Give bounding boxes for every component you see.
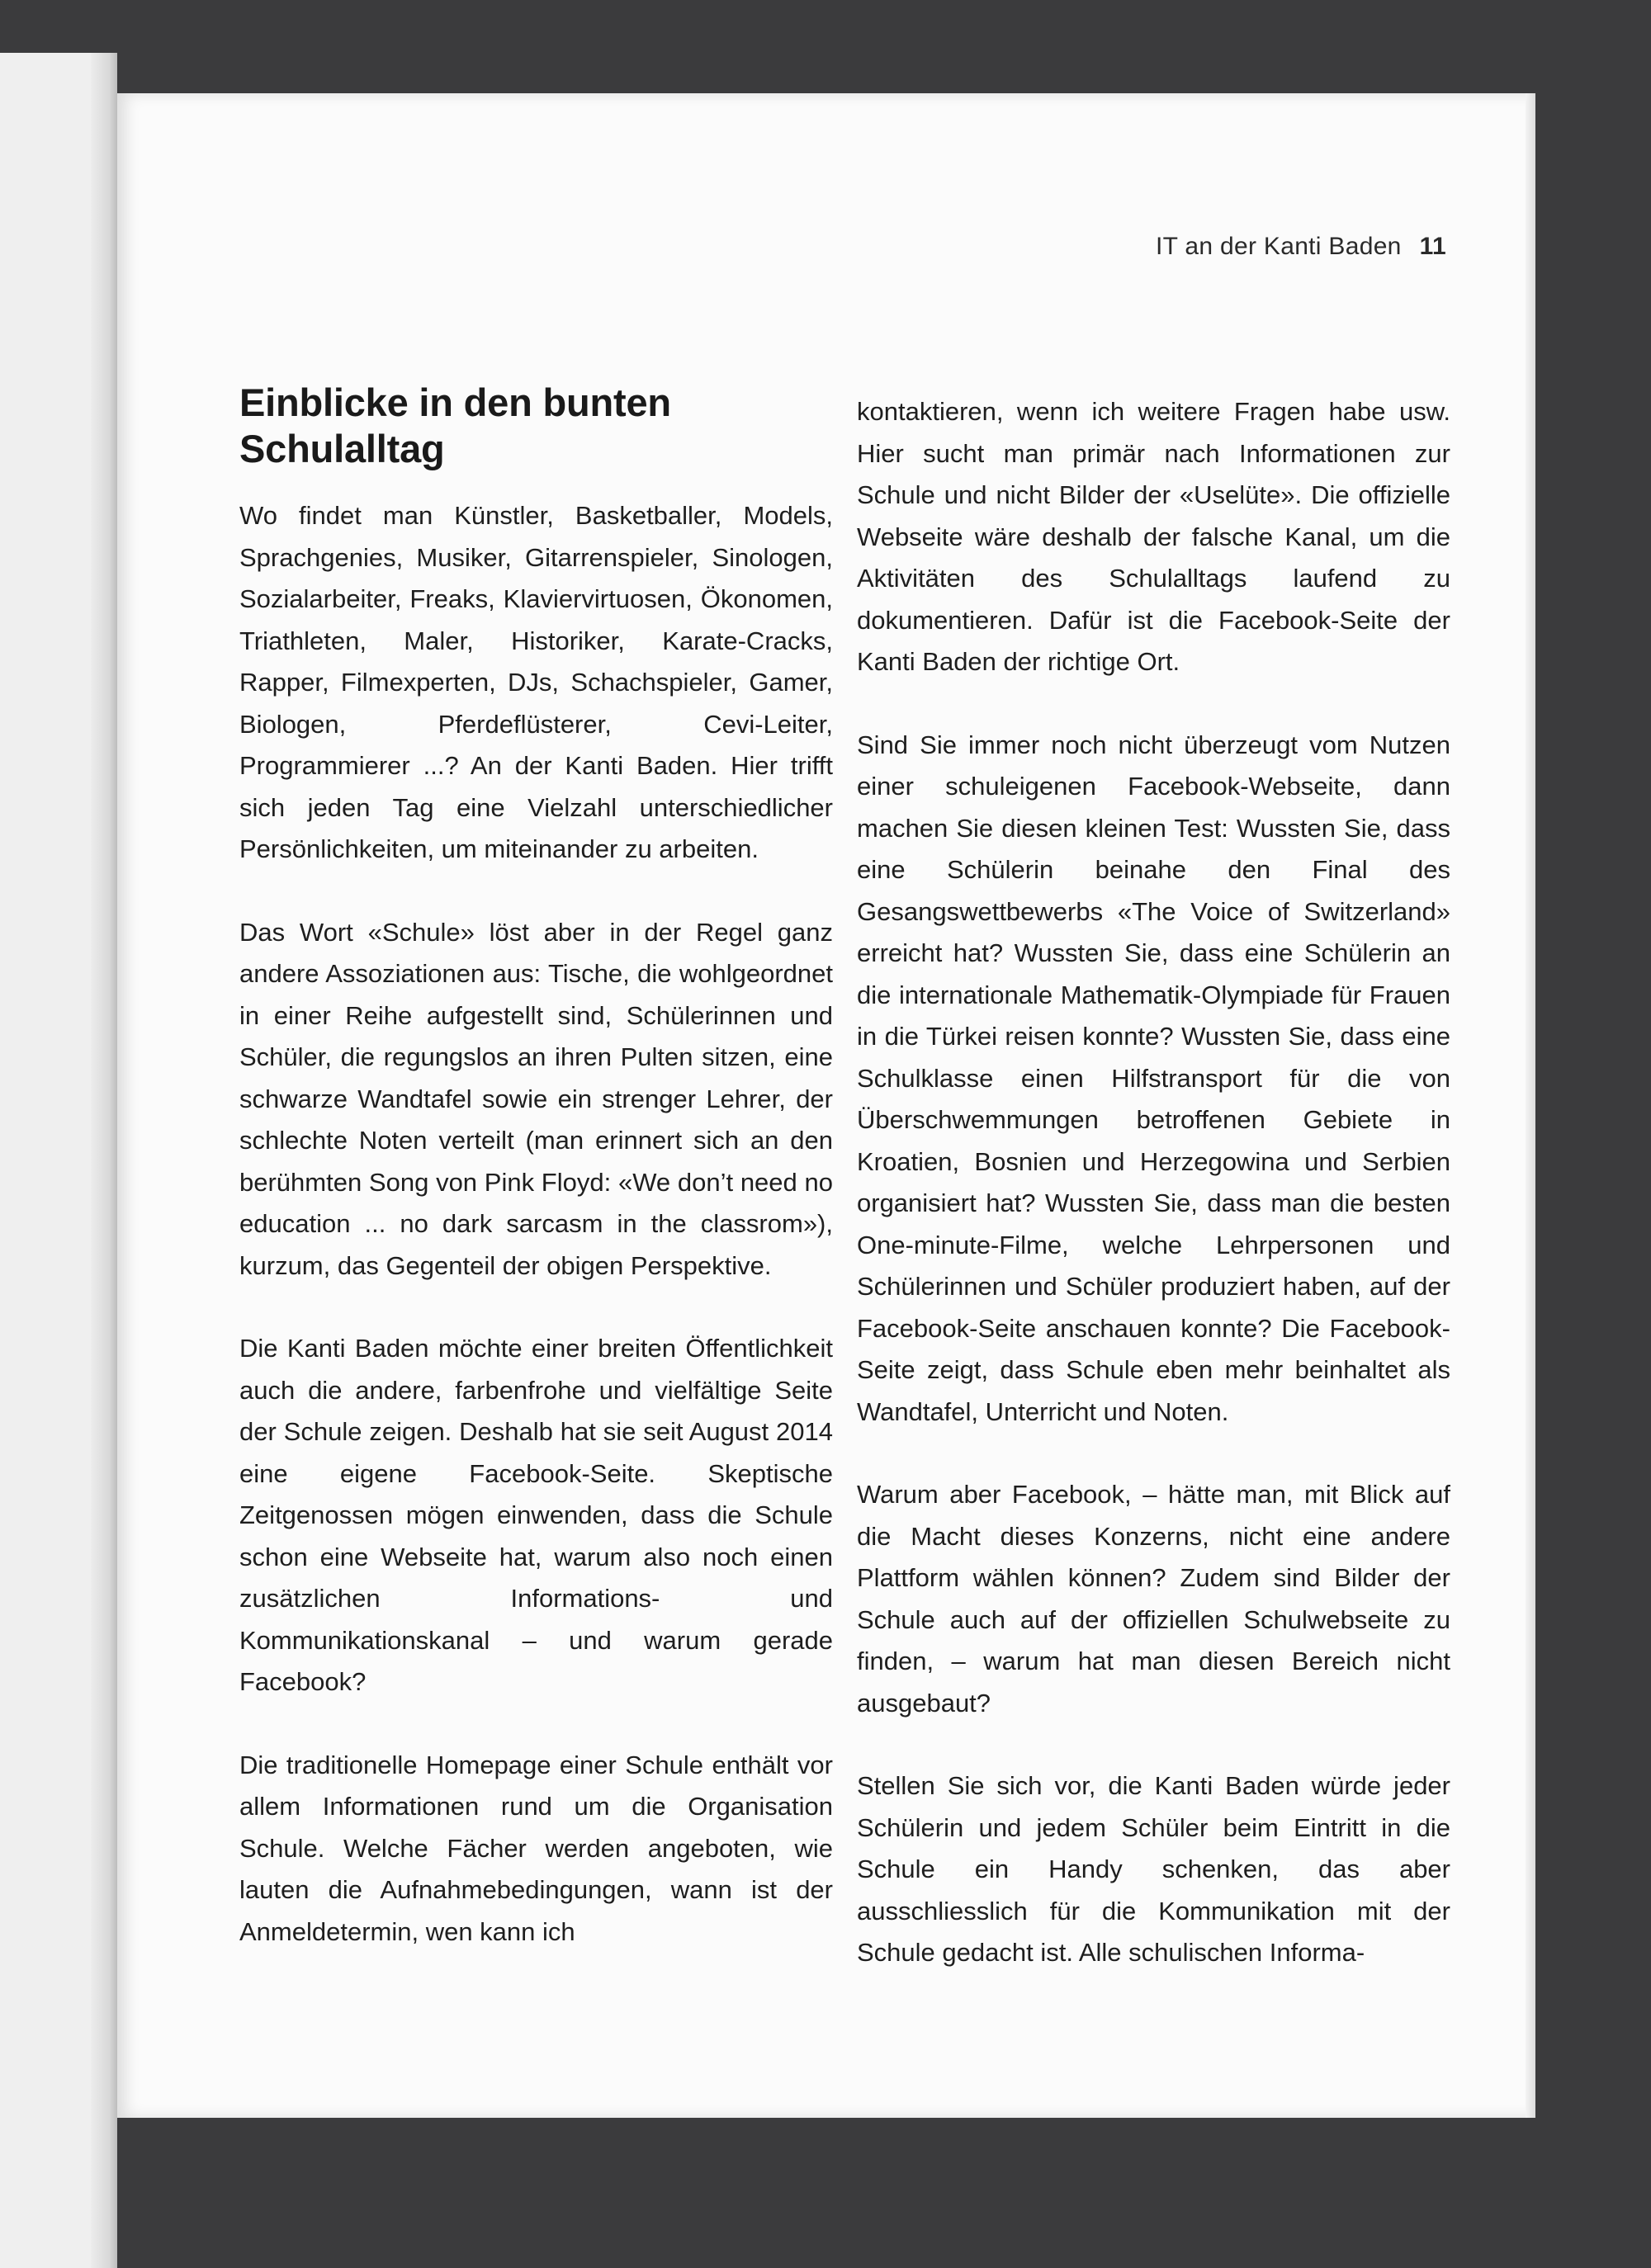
book-gutter (91, 53, 117, 2268)
right-column (857, 391, 1450, 1974)
paragraph: Wo findet man Künstler, Basketballer, Models, Sprachgenies, Musiker, Gitarrenspieler, Sinologen, Sozialarbeiter, Freaks, Klaviervirtuosen, Ökonomen, Triathleten, Maler, Historiker, Karate-Cracks, Rapper, Filmexperten, DJs, Schachspieler, Gamer, Biologen, Pferdeflüsterer, Cevi-Leiter, Programmierer ...? An der Kanti Baden. Hier trifft sich jeden Tag eine Vielzahl unterschiedlicher Persönlichkeiten, um miteinander zu arbeiten. (239, 501, 833, 863)
paragraph: Die traditionelle Homepage einer Schule enthält vor allem Informationen rund um die Organisation Schule. Welche Fächer werden angeboten, wie lauten die Aufnahmebedingungen, wann ist der Anmeldetermin, wen kann ich (239, 1750, 833, 1946)
paragraph: Stellen Sie sich vor, die Kanti Baden würde jeder Schülerin und jedem Schüler beim Eintritt in die Schule ein Handy schenken, das aber ausschliesslich für die Kommunikation mit der Schule gedacht ist. Alle schulischen Informa- (857, 1771, 1450, 1967)
article-title: Einblicke in den bunten Schulalltag (239, 380, 671, 470)
paragraph: Warum aber Facebook, – hätte man, mit Blick auf die Macht dieses Konzerns, nicht eine andere Plattform wählen können? Zudem sind Bilder der Schule auch auf der offiziellen Schulwebseite zu finden, – warum hat man diesen Bereich nicht ausgebaut? (857, 1480, 1450, 1718)
paragraph: Die Kanti Baden möchte einer breiten Öffentlichkeit auch die andere, farbenfrohe und vielfältige Seite der Schule zeigen. Deshalb hat sie seit August 2014 eine eigene Facebook-Seite. Skeptische Zeitgenossen mögen einwenden, dass die Schule schon eine Webseite hat, warum also noch einen zusätzlichen Informations- und Kommunikationskanal – und warum gerade Facebook? (239, 1334, 833, 1696)
page-edge-shadow (1526, 93, 1535, 2118)
paragraph: Das Wort «Schule» löst aber in der Regel ganz andere Assoziationen aus: Tische, die wohlgeordnet in einer Reihe aufgestellt sind, Schülerinnen und Schüler, die regungslos an ihren Pulten sitzen, eine schwarze Wandtafel sowie ein strenger Lehrer, der schlechte Noten verteilt (man erinnert sich an den berühmten Song von Pink Floyd: «We don’t need no education ... no dark sarcasm in the classrom»), kurzum, das Gegenteil der obigen Perspektive. (239, 917, 833, 1280)
left-column (239, 380, 833, 1953)
paragraph: Sind Sie immer noch nicht überzeugt vom Nutzen einer schuleigenen Facebook-Webseite, dann machen Sie diesen kleinen Test: Wussten Sie, dass eine Schülerin beinahe den Final des Gesangswettbewerbs «The Voice of Switzerland» erreicht hat? Wussten Sie, dass eine Schülerin an die internationale Mathematik-Olympiade für Frauen in die Türkei reisen konnte? Wussten Sie, dass eine Schulklasse einen Hilfstransport für die von Überschwemmungen betroffenen Gebiete in Kroatien, Bosnien und Herzegowina und Serbien organisiert hat? Wussten Sie, dass man die besten One-minute-Filme, welche Lehrpersonen und Schülerinnen und Schüler produziert haben, auf der Facebook-Seite anschauen konnte? Die Facebook-Seite zeigt, dass Schule eben mehr beinhaltet als Wandtafel, Unterricht und Noten. (857, 730, 1450, 1426)
paragraph: kontaktieren, wenn ich weitere Fragen habe usw. Hier sucht man primär nach Informationen zur Schule und nicht Bilder der «Uselüte». Die offizielle Webseite wäre deshalb der falsche Kanal, um die Aktivitäten des Schulalltags laufend zu dokumentieren. Dafür ist die Facebook-Seite der Kanti Baden der richtige Ort. (857, 397, 1450, 676)
page-number: 11 (1419, 233, 1446, 260)
running-header (1156, 233, 1446, 261)
running-header-title: IT an der Kanti Baden (1156, 233, 1402, 260)
